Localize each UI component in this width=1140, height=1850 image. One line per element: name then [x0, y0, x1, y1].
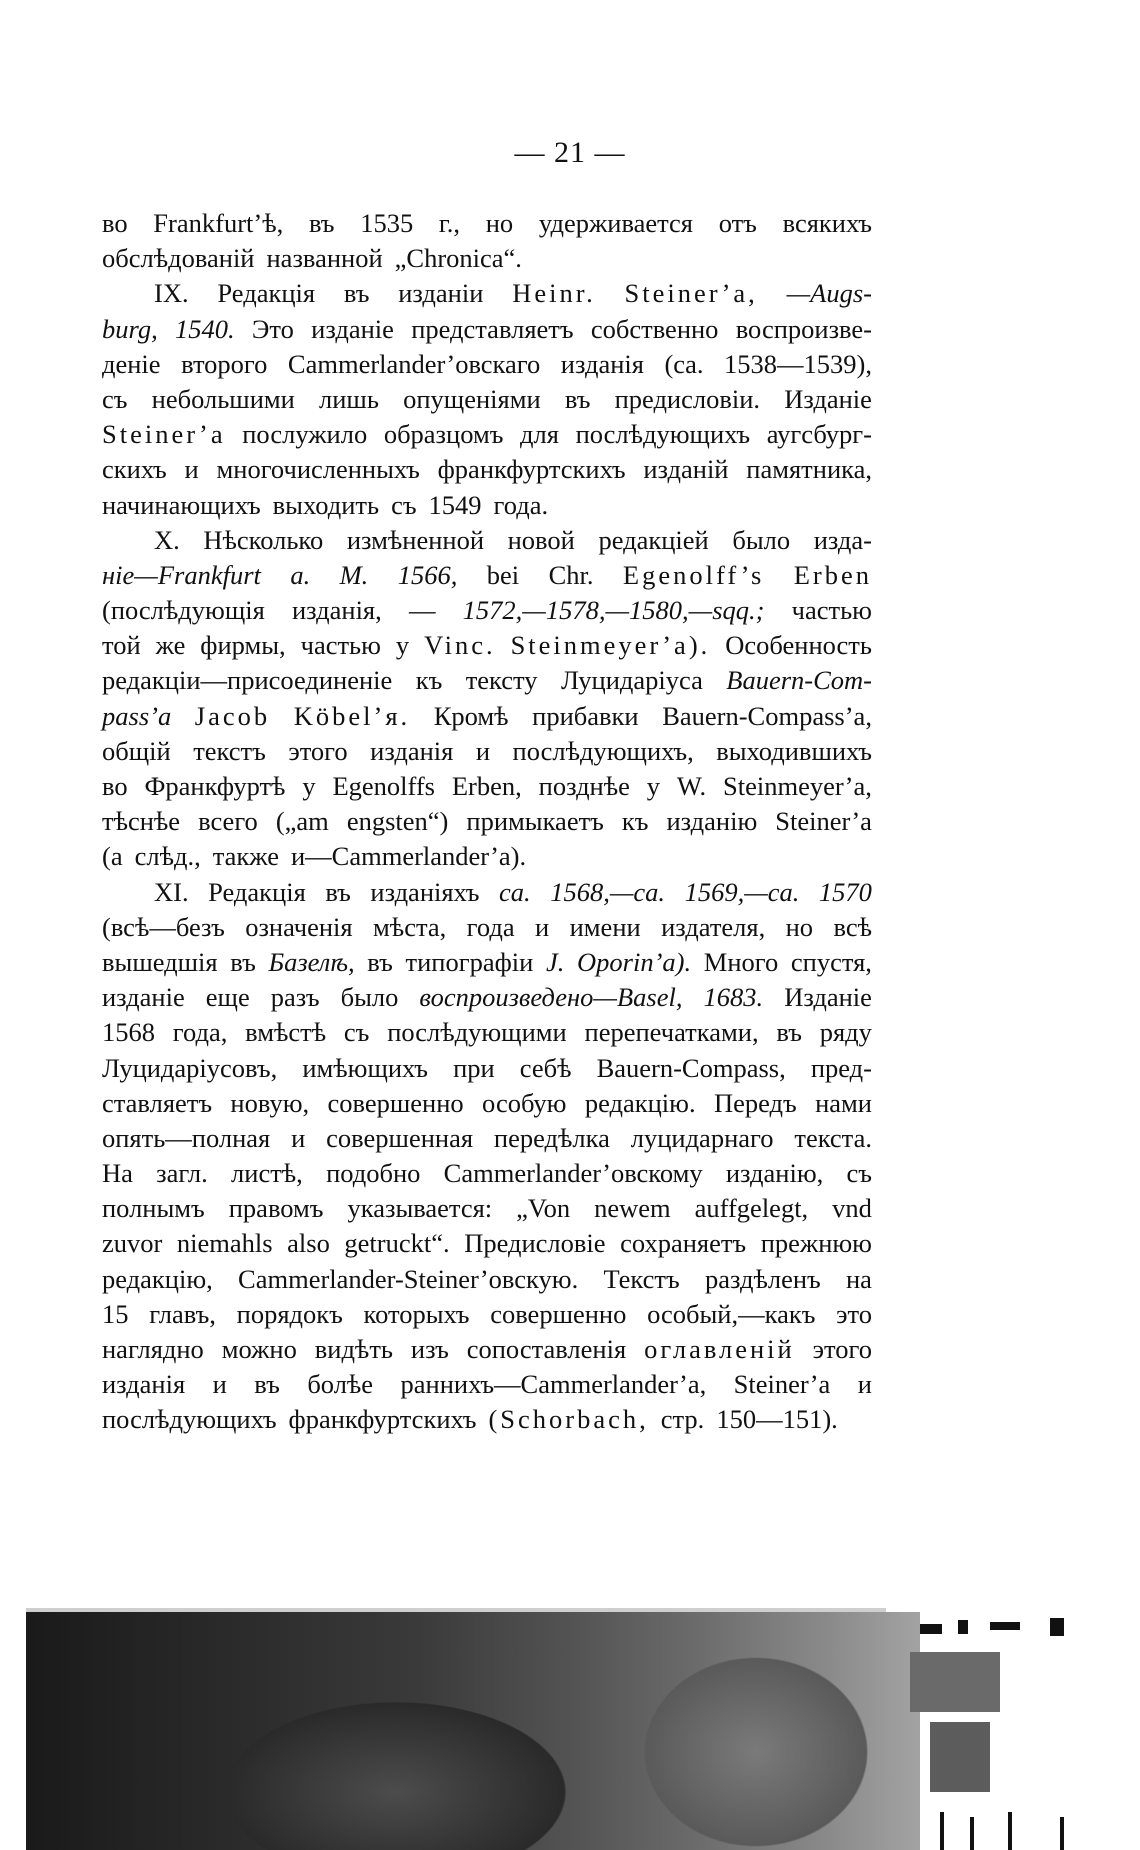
word: Vinc. [424, 630, 496, 661]
word: лишь [319, 383, 379, 414]
word: Луцидаріусовъ, [102, 1052, 278, 1083]
word: изданія [370, 735, 454, 766]
word: сопоставленія [466, 1334, 627, 1364]
word: это [836, 1298, 872, 1329]
word: Bauern-Compass, [596, 1052, 786, 1083]
text-line [102, 910, 872, 945]
word: Steiner’а [775, 806, 872, 837]
word: изъ [410, 1334, 449, 1364]
word: 1538—1539), [724, 348, 872, 379]
word: и [291, 1122, 306, 1153]
word: было [732, 524, 791, 555]
word: Много [703, 946, 779, 977]
text-line [102, 1297, 872, 1332]
word: Steiner’а, [624, 278, 758, 309]
word: представляетъ [411, 313, 574, 344]
word: воспроизве- [735, 313, 872, 344]
word: Изданіе [784, 383, 872, 414]
word: въ [308, 208, 335, 238]
word: Oporin’а). [577, 946, 692, 977]
word: въ [367, 946, 393, 977]
word: (всѣ—безъ [102, 911, 225, 942]
word: примыкаетъ [466, 806, 604, 837]
word: аугсбург- [766, 419, 872, 450]
word: съ [391, 489, 417, 520]
word: начинающихъ [102, 489, 261, 520]
word: франкфуртскихъ [437, 454, 626, 485]
text-line [102, 276, 872, 311]
word: послѣдующихъ [575, 419, 751, 450]
word: было [340, 982, 399, 1013]
word: года [466, 911, 515, 942]
word: предисловіи. [614, 383, 761, 414]
word: этого [812, 1334, 872, 1364]
word: всего [198, 806, 258, 837]
word: 1535 [360, 208, 414, 238]
word: и—Cammerlander’а). [290, 841, 527, 872]
word: въ [776, 1017, 802, 1048]
text-line [102, 1262, 872, 1297]
word: ставляетъ [102, 1087, 213, 1118]
word: въ [325, 876, 351, 907]
word: вмѣстѣ [245, 1017, 327, 1048]
word: новую, [230, 1087, 310, 1118]
word: послѣдующихъ, [512, 735, 694, 766]
word: отъ [718, 208, 757, 238]
text-line [102, 241, 872, 276]
word: въ [564, 383, 591, 414]
word: Передъ [713, 1087, 797, 1118]
word: изда- [813, 524, 872, 555]
page-number: — 21 — [514, 136, 626, 169]
text-line [102, 804, 872, 839]
text-line [102, 1051, 872, 1086]
word: прибавки [532, 700, 639, 731]
word: прежнюю [760, 1228, 872, 1259]
word: фирмы, [200, 630, 286, 661]
word: (Schorbach, [488, 1404, 649, 1435]
text-line [102, 1191, 872, 1226]
word: На [102, 1158, 133, 1189]
word: опущеніями [403, 383, 541, 414]
text-line [102, 875, 872, 910]
word: удерживается [538, 208, 693, 238]
word: наглядно [102, 1334, 204, 1364]
word: Кромѣ [433, 700, 509, 731]
word: 1566, [397, 559, 458, 590]
word: Базелѣ, [268, 946, 355, 977]
word: позднѣе [538, 771, 630, 801]
word: той [102, 630, 141, 661]
word: vnd [832, 1193, 872, 1224]
word: означенія [245, 911, 353, 942]
word: Frankfurt’ѣ, [153, 208, 284, 238]
word: совершенно [327, 1087, 464, 1118]
word: правомъ [228, 1193, 324, 1224]
word: и [475, 735, 491, 766]
text-line [102, 452, 872, 487]
word: загл. [156, 1158, 208, 1189]
word: обслѣдованій [102, 243, 255, 274]
word: Jacob [194, 700, 271, 731]
word: частью [300, 630, 381, 661]
word: Cammerlander’овскому [443, 1158, 703, 1189]
word: раздѣленъ [704, 1263, 821, 1294]
word: engsten“) [346, 806, 449, 837]
word: Франкфуртѣ [144, 771, 286, 801]
word: Текстъ [603, 1263, 680, 1294]
word: деніе [102, 348, 161, 379]
word: сохраняетъ [620, 1228, 747, 1259]
word: частью [791, 595, 872, 626]
word: передѣлка [493, 1122, 610, 1153]
word: но [485, 208, 514, 238]
text-line [102, 593, 872, 628]
word: изданія [102, 1369, 186, 1400]
text-line [102, 417, 872, 452]
word: и [184, 454, 199, 485]
text-line [102, 980, 872, 1015]
word: у [302, 771, 316, 801]
word: niemahls [176, 1228, 273, 1259]
word: auffgelegt, [694, 1193, 809, 1224]
word: съ [343, 1017, 370, 1048]
word: пред- [810, 1052, 872, 1083]
word: воспроизведено—Basel, [419, 982, 683, 1013]
word: имени [569, 911, 641, 942]
word: при [453, 1052, 495, 1083]
word: текста. [794, 1122, 872, 1153]
text-line [102, 206, 872, 241]
word: памятника, [746, 454, 872, 485]
word: вышедшія [102, 946, 218, 977]
word: изданію, [725, 1158, 824, 1189]
text-line [102, 523, 872, 558]
word: спустя, [790, 946, 872, 977]
word: 1572,—1578,—1580,—sqq.; [462, 595, 765, 626]
word: для [520, 419, 559, 450]
word: которыхъ [363, 1298, 470, 1329]
word: 1568 [102, 1017, 155, 1048]
word: —Augs- [786, 278, 872, 309]
text-line [102, 699, 872, 734]
word: франкфуртскихъ [288, 1404, 477, 1435]
word: всякихъ [782, 208, 872, 238]
word: 1569,—ca. [684, 876, 800, 907]
word: Steinmeyer’а). [510, 630, 711, 661]
word: порядокъ [236, 1298, 343, 1329]
word: совершенная [326, 1122, 474, 1153]
word: указывается: [347, 1193, 493, 1224]
word: собственно [590, 313, 719, 344]
word: also [287, 1228, 330, 1259]
word: bei [486, 559, 520, 590]
word: изданій [643, 454, 729, 485]
photo-shadow-shape [226, 1702, 566, 1850]
word: („am [275, 806, 329, 837]
word: Bauern-Com- [726, 665, 872, 696]
word: въ [230, 946, 256, 977]
word: разъ [270, 982, 320, 1013]
word: полнымъ [102, 1193, 205, 1224]
text-line [102, 769, 872, 804]
word: Изданіе [784, 982, 872, 1013]
word: Это [251, 313, 294, 344]
word: послѣдующими [387, 1017, 567, 1048]
word: W. [676, 771, 707, 801]
word: изданіе [102, 982, 185, 1013]
word: изданію [666, 806, 758, 837]
scanned-photo-fragment [26, 1612, 1140, 1850]
word: слѣд., [134, 841, 201, 872]
word: IX. [154, 278, 189, 309]
word: многочисленныхъ [216, 454, 420, 485]
word: второго [181, 348, 268, 379]
word: Chr. [548, 559, 594, 590]
word: Egenolffs [332, 771, 435, 801]
text-line [102, 839, 872, 874]
word: листѣ, [231, 1158, 303, 1189]
text-line [102, 1367, 872, 1402]
word: послѣдующихъ [102, 1404, 277, 1435]
word: главъ, [149, 1298, 216, 1329]
word: J. [545, 946, 565, 977]
word: луцидарнаго [630, 1122, 774, 1153]
word: редакцію, [102, 1263, 213, 1294]
word: zuvor [102, 1228, 163, 1259]
word: — [408, 595, 436, 626]
word: Erben [793, 559, 872, 590]
word: съ [846, 1158, 872, 1189]
word: Cammerlander’овскаго [287, 348, 541, 379]
word: (послѣдующія [102, 595, 265, 626]
word: Heinr. [512, 278, 596, 309]
word: къ [621, 806, 649, 837]
text-line [102, 734, 872, 769]
word: Steinmeyer’а, [723, 771, 872, 801]
word: Egenolff’s [622, 559, 765, 590]
word: раннихъ—Cammerlander’а, [400, 1369, 707, 1400]
word: опять—полная [102, 1122, 271, 1153]
word: типографіи [405, 946, 534, 977]
text-line [102, 945, 872, 980]
text-line [102, 347, 872, 382]
word: ca. [499, 876, 531, 907]
text-line [102, 628, 872, 663]
word: getruckt“. [344, 1228, 450, 1259]
word: тѣснѣе [102, 806, 181, 837]
word: же [155, 630, 186, 661]
word: изданія [560, 348, 644, 379]
text-line [102, 312, 872, 347]
word: къ [415, 665, 443, 696]
photo-highlight-shape [626, 1642, 886, 1850]
word: M. [339, 559, 369, 590]
word: во [102, 208, 128, 238]
word: нами [815, 1087, 872, 1118]
word: скихъ [102, 454, 167, 485]
scan-artifact-bars [910, 1612, 1110, 1850]
word: Bauern-Compass’а, [662, 700, 872, 731]
word: 150—151). [716, 1404, 838, 1435]
word: 1540. [175, 313, 235, 344]
word: 1570 [818, 876, 872, 907]
word: особый,—какъ [647, 1298, 816, 1329]
word: ніе—Frankfurt [102, 559, 261, 590]
word: выходить [272, 489, 380, 520]
word: Луцидаріуса [560, 665, 703, 696]
word: Köbel’я. [293, 700, 411, 731]
word: Steiner’а [733, 1369, 831, 1400]
word: (ca. [664, 348, 704, 379]
text-line [102, 1156, 872, 1191]
word: измѣненной [346, 524, 484, 555]
word: послужило [242, 419, 368, 450]
word: и [857, 1369, 872, 1400]
word: видѣть [314, 1334, 393, 1364]
word: всѣ [833, 911, 872, 942]
word: общій [102, 735, 171, 766]
text-line [102, 1402, 872, 1437]
word: 1549 [428, 489, 482, 520]
word: newem [594, 1193, 671, 1224]
word: burg, [102, 313, 158, 344]
word: у [646, 771, 661, 801]
word: редакцію. [584, 1087, 696, 1118]
word: Редакція [217, 278, 316, 309]
word: совершенно [490, 1298, 627, 1329]
text-line [102, 558, 872, 593]
word: мѣста, [373, 911, 447, 942]
word: 15 [102, 1298, 129, 1329]
word: изданія, [291, 595, 382, 626]
word: a. [290, 559, 311, 590]
word: Erben, [451, 771, 522, 801]
text-line [102, 382, 872, 417]
word: можно [221, 1334, 297, 1364]
word: образцомъ [383, 419, 504, 450]
body-text [102, 206, 872, 1438]
word: текстъ [193, 735, 266, 766]
word: pass’а [102, 700, 172, 731]
word: и [535, 911, 550, 942]
word: на [846, 1263, 872, 1294]
word: Нѣсколько [203, 524, 324, 555]
word: изданіи [398, 278, 484, 309]
word: 1683. [703, 982, 764, 1013]
text-line [102, 1121, 872, 1156]
word: Особенность [725, 630, 872, 661]
word: „Von [516, 1193, 571, 1224]
word: въ [343, 278, 370, 309]
word: изданіе [311, 313, 394, 344]
word: издателя, [661, 911, 766, 942]
word: названной [266, 243, 383, 274]
text-line [102, 1086, 872, 1121]
word: но [785, 911, 814, 942]
word: XI. [154, 876, 189, 907]
word: редакціи—присоединеніе [102, 665, 393, 696]
text-line [102, 1226, 872, 1261]
text-line [102, 488, 872, 523]
word: редакціей [598, 524, 709, 555]
word: себѣ [519, 1052, 572, 1083]
word: у [395, 630, 410, 661]
word: болѣе [307, 1369, 374, 1400]
word: въ [254, 1369, 280, 1400]
word: (а [102, 841, 123, 872]
word: стр. [660, 1404, 705, 1435]
word: перепечатками, [584, 1017, 759, 1048]
word: Редакція [208, 876, 306, 907]
text-line [102, 1015, 872, 1050]
word: „Chronica“. [394, 243, 522, 274]
word: подобно [326, 1158, 421, 1189]
word: 1568,—ca. [550, 876, 666, 907]
word: г., [438, 208, 461, 238]
word: во [102, 771, 128, 801]
word: Cammerlander-Steiner’овскую. [238, 1263, 579, 1294]
word: Предисловіе [464, 1228, 606, 1259]
word: года. [493, 489, 549, 520]
word: имѣющихъ [302, 1052, 428, 1083]
word: и [212, 1369, 227, 1400]
word: небольшими [151, 383, 295, 414]
text-line [102, 1332, 872, 1367]
word: ряду [819, 1017, 872, 1048]
word: новой [507, 524, 575, 555]
word: выходившихъ [716, 735, 872, 766]
word: изданіяхъ [370, 876, 480, 907]
word: Steiner’а [102, 419, 226, 450]
word: года, [172, 1017, 228, 1048]
word: оглавленій [644, 1334, 795, 1364]
word: X. [154, 524, 180, 555]
word: тексту [465, 665, 538, 696]
word: также [212, 841, 279, 872]
word: еще [205, 982, 250, 1013]
word: этого [288, 735, 348, 766]
word: особую [482, 1087, 567, 1118]
word: съ [102, 383, 128, 414]
text-line [102, 663, 872, 698]
